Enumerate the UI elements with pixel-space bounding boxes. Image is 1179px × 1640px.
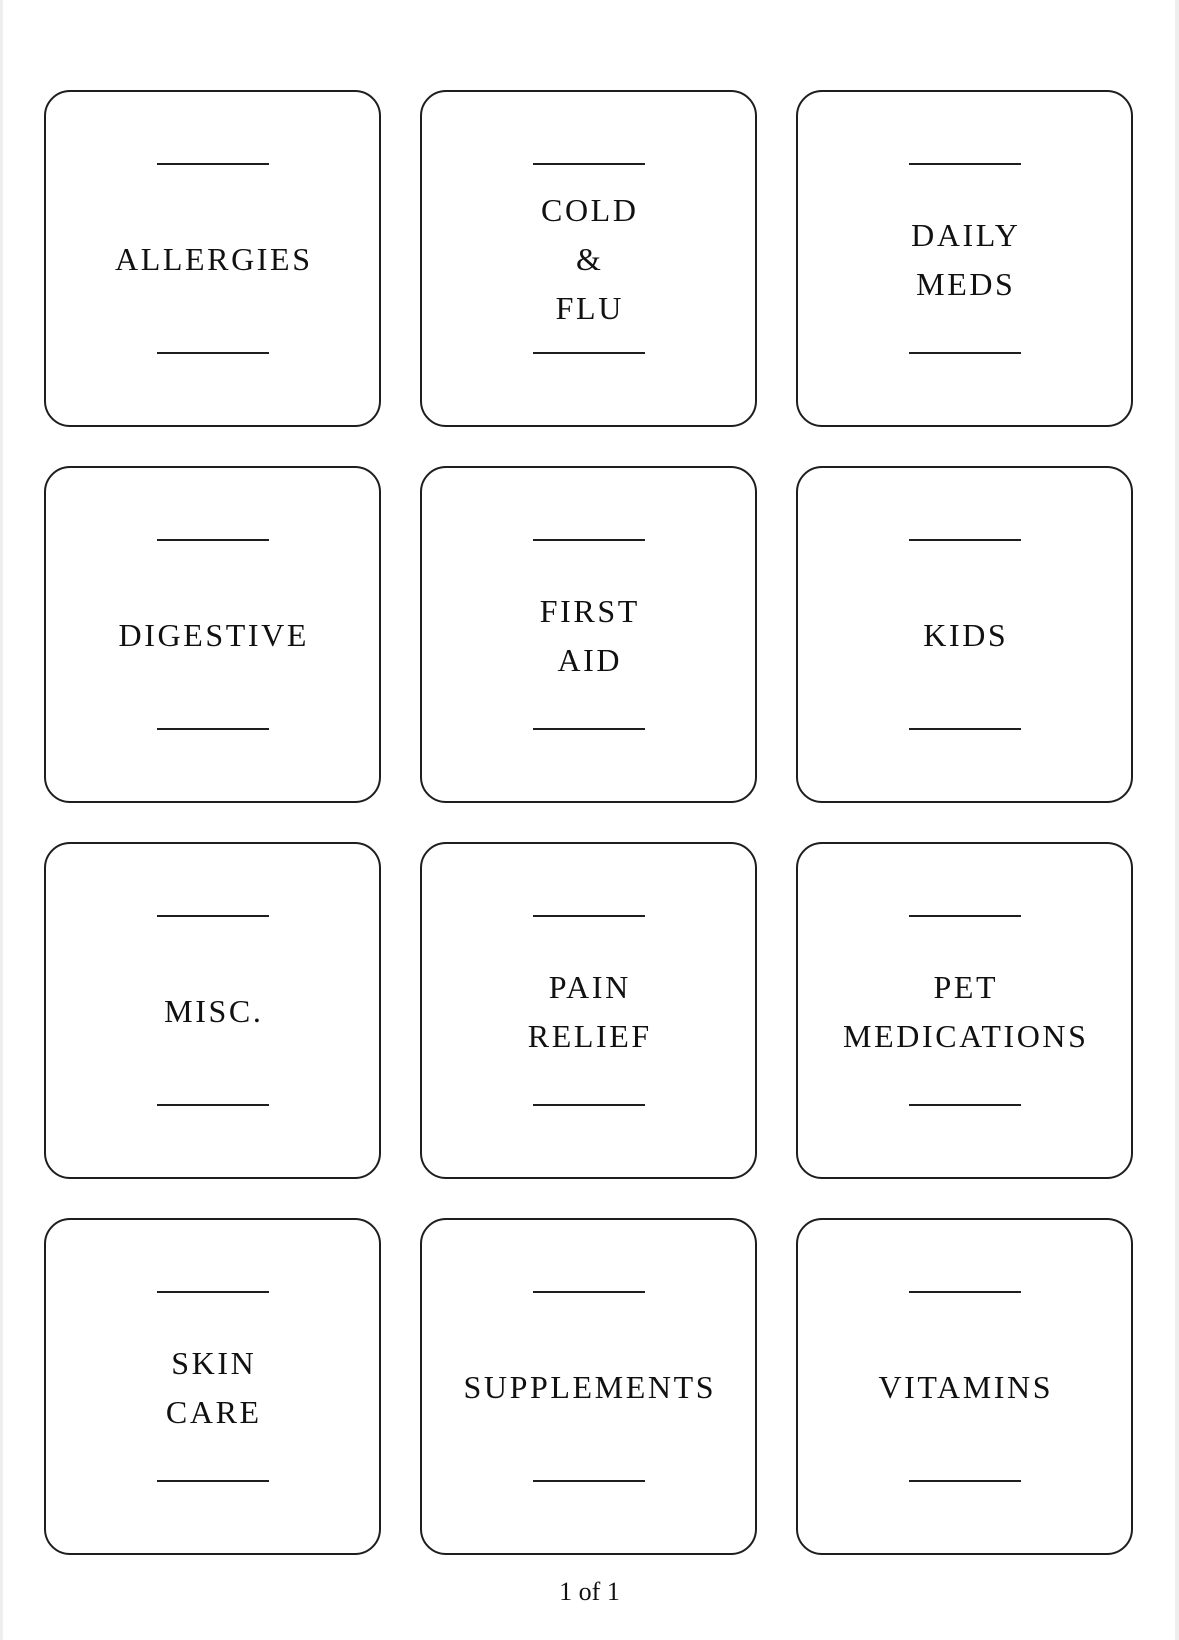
label-text xyxy=(422,917,755,1106)
label-card-pain-relief xyxy=(420,842,757,1179)
divider-bottom xyxy=(157,352,269,354)
label-line: SUPPLEMENTS xyxy=(463,1369,717,1405)
label-card-pet-medications xyxy=(796,842,1133,1179)
label-line: KIDS xyxy=(923,617,1009,653)
label-text xyxy=(422,541,755,730)
label-sheet xyxy=(44,90,1133,1555)
divider-bottom xyxy=(909,352,1021,354)
label-line: PET xyxy=(933,968,999,1005)
label-line: AID xyxy=(557,641,623,678)
label-line: MEDS xyxy=(916,265,1016,302)
label-line: COLD xyxy=(541,192,639,228)
label-card-digestive xyxy=(44,466,381,803)
label-card-misc xyxy=(44,842,381,1179)
divider-bottom xyxy=(157,1480,269,1482)
label-text xyxy=(46,541,379,730)
divider-bottom xyxy=(909,728,1021,730)
label-card-kids xyxy=(796,466,1133,803)
label-line: MEDICATIONS xyxy=(843,1017,1089,1054)
label-card-daily-meds xyxy=(796,90,1133,427)
label-text xyxy=(422,165,755,354)
label-card-allergies xyxy=(44,90,381,427)
divider-bottom xyxy=(533,1104,645,1106)
label-text xyxy=(798,165,1131,354)
label-text xyxy=(798,917,1131,1106)
divider-bottom xyxy=(909,1480,1021,1482)
label-line: CARE xyxy=(165,1393,262,1430)
divider-bottom xyxy=(909,1104,1021,1106)
divider-bottom xyxy=(157,728,269,730)
label-line: DIGESTIVE xyxy=(118,617,310,653)
label-card-supplements xyxy=(420,1218,757,1555)
label-line: & xyxy=(576,241,604,277)
divider-bottom xyxy=(533,728,645,730)
label-text xyxy=(46,165,379,354)
page-indicator: 1 of 1 xyxy=(559,1577,620,1606)
label-line: SKIN xyxy=(171,1344,257,1381)
label-line: VITAMINS xyxy=(878,1369,1054,1405)
divider-bottom xyxy=(533,352,645,354)
label-card-first-aid xyxy=(420,466,757,803)
label-line: PAIN xyxy=(548,968,631,1005)
label-line: MISC. xyxy=(164,993,264,1029)
label-text xyxy=(798,1293,1131,1482)
label-line: RELIEF xyxy=(527,1017,652,1054)
divider-bottom xyxy=(533,1480,645,1482)
page-edge-left xyxy=(0,0,3,1640)
label-line: ALLERGIES xyxy=(114,241,313,277)
label-text xyxy=(798,541,1131,730)
label-card-vitamins xyxy=(796,1218,1133,1555)
label-text xyxy=(46,917,379,1106)
divider-bottom xyxy=(157,1104,269,1106)
label-card-cold-flu xyxy=(420,90,757,427)
label-line: FLU xyxy=(555,290,624,326)
label-card-skin-care xyxy=(44,1218,381,1555)
label-line: DAILY xyxy=(911,216,1021,253)
label-text xyxy=(422,1293,755,1482)
label-line: FIRST xyxy=(539,592,640,629)
page-edge-right xyxy=(1175,0,1179,1640)
label-text xyxy=(46,1293,379,1482)
